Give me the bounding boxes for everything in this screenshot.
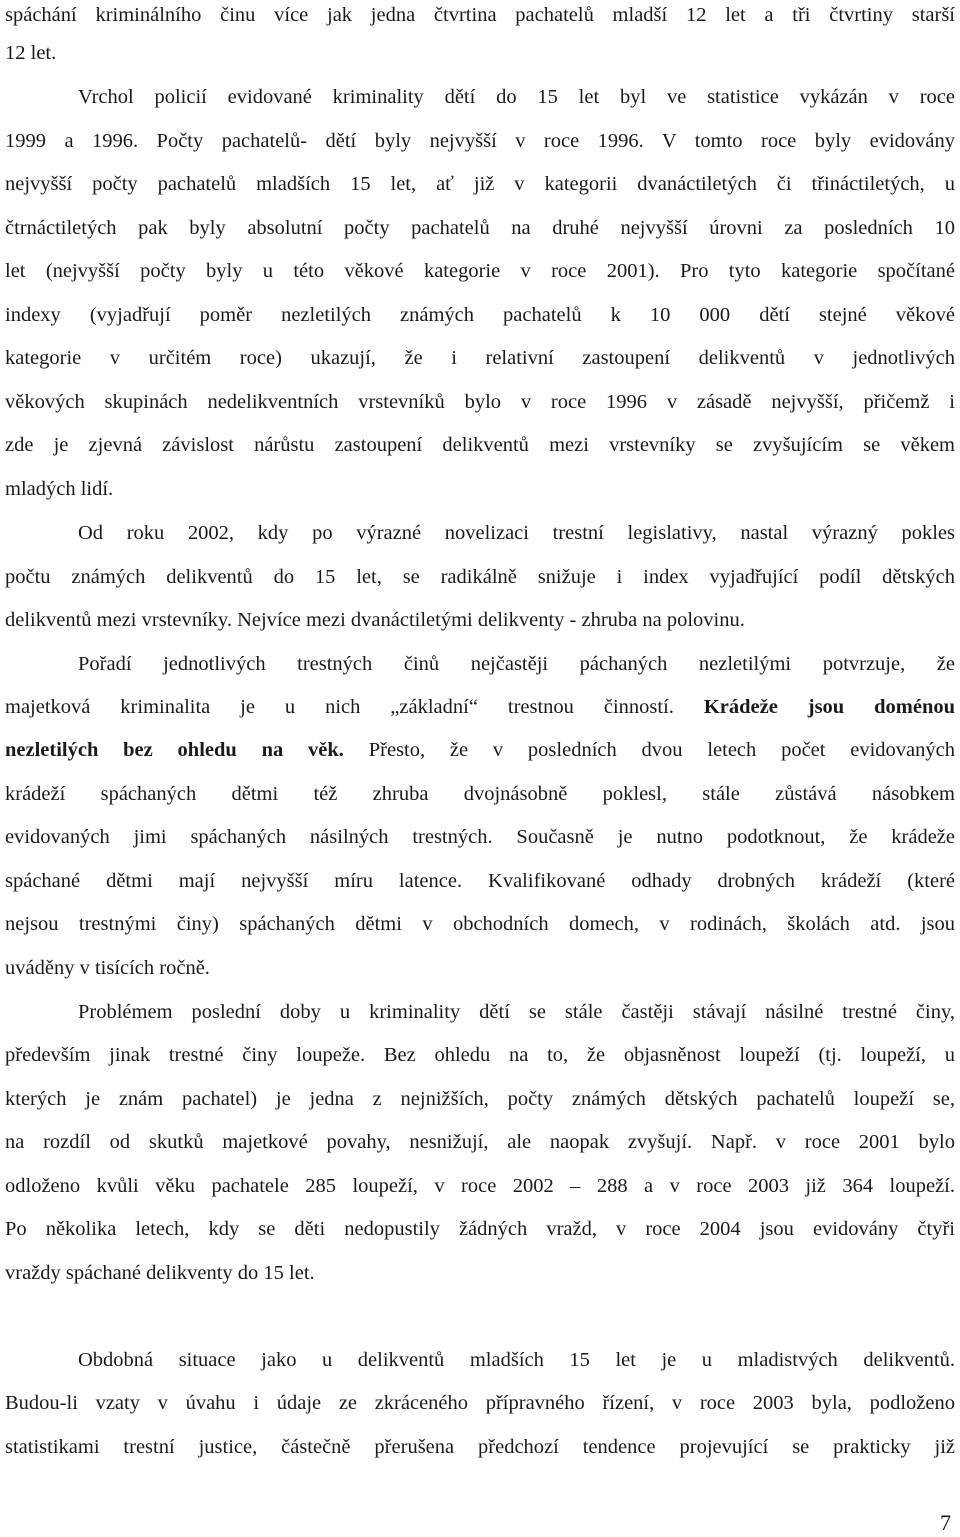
text-line: kategorie v určitém roce) ukazují, že i relativní zastoupení delikventů v jednotlivých: [5, 347, 955, 369]
text-line: Problémem poslední doby u kriminality dětí se stále častěji stávají násilné trestné činy,: [78, 1001, 955, 1023]
text-run: Přesto, že v posledních dvou letech počet evidovaných: [368, 739, 956, 761]
text-line: spáchané dětmi mají nejvyšší míru latence. Kvalifikované odhady drobných krádeží (které: [5, 870, 955, 892]
text-line: spáchání kriminálního činu více jak jedna čtvrtina pachatelů mladší 12 let a tři čtvrtiny starší: [5, 4, 955, 26]
text-line: na rozdíl od skutků majetkové povahy, nesnižují, ale naopak zvyšují. Např. v roce 2001 bylo: [5, 1131, 955, 1153]
text-line: věkových skupinách nedelikventních vrstevníků bylo v roce 1996 v zásadě nejvyšší, přičemž i: [5, 391, 955, 413]
text-line: Obdobná situace jako u delikventů mladších 15 let je u mladistvých delikventů.: [78, 1349, 955, 1371]
text-line: Vrchol policií evidované kriminality dětí do 15 let byl ve statistice vykázán v roce: [78, 86, 955, 108]
bold-emphasis: nezletilých bez ohledu na věk.: [5, 739, 344, 761]
text-line-mixed: [5, 692, 955, 722]
text-line: čtrnáctiletých pak byly absolutní počty pachatelů na druhé nejvyšší úrovni za posledních 10: [5, 217, 955, 239]
text-line: Po několika letech, kdy se děti nedopustily žádných vražd, v roce 2004 jsou evidovány čtyři: [5, 1218, 955, 1240]
text-line: Pořadí jednotlivých trestných činů nejčastěji páchaných nezletilými potvrzuje, že: [78, 653, 955, 675]
text-line: krádeží spáchaných dětmi též zhruba dvojnásobně poklesl, stále zůstává násobkem: [5, 783, 955, 805]
text-line: uváděny v tisících ročně.: [5, 957, 210, 979]
text-line: především jinak trestné činy loupeže. Bez ohledu na to, že objasněnost loupeží (tj. loupeží, u: [5, 1044, 955, 1066]
text-line: počtu známých delikventů do 15 let, se radikálně snižuje i index vyjadřující podíl dětských: [5, 566, 955, 588]
text-line: mladých lidí.: [5, 478, 114, 500]
text-line: Budou-li vzaty v úvahu i údaje ze zkráceného přípravného řízení, v roce 2003 byla, podloženo: [5, 1392, 955, 1414]
text-line: delikventů mezi vrstevníky. Nejvíce mezi dvanáctiletými delikventy - zhruba na polovinu.: [5, 609, 745, 631]
text-line: vraždy spáchané delikventy do 15 let.: [5, 1262, 315, 1284]
text-line: statistikami trestní justice, částečně přerušena předchozí tendence projevující se prakticky již: [5, 1436, 955, 1458]
text-line: kterých je znám pachatel) je jedna z nejnižších, počty známých dětských pachatelů loupeží se,: [5, 1088, 955, 1110]
text-line-mixed: [5, 735, 955, 765]
text-line: odloženo kvůli věku pachatele 285 loupeží, v roce 2002 – 288 a v roce 2003 již 364 loupeží.: [5, 1175, 955, 1197]
text-line: nejsou trestnými činy) spáchaných dětmi v obchodních domech, v rodinách, školách atd. jsou: [5, 913, 955, 935]
text-line: zde je zjevná závislost nárůstu zastoupení delikventů mezi vrstevníky se zvyšujícím se věkem: [5, 434, 955, 456]
text-line: evidovaných jimi spáchaných násilných trestných. Současně je nutno podotknout, že krádeže: [5, 826, 955, 848]
page-number: 7: [940, 1510, 951, 1535]
text-line: 1999 a 1996. Počty pachatelů- dětí byly nejvyšší v roce 1996. V tomto roce byly evidovány: [5, 130, 955, 152]
text-line: Od roku 2002, kdy po výrazné novelizaci trestní legislativy, nastal výrazný pokles: [78, 522, 955, 544]
text-line: 12 let.: [5, 42, 57, 64]
bold-emphasis: Krádeže jsou doménou: [703, 696, 956, 718]
text-line: indexy (vyjadřují poměr nezletilých známých pachatelů k 10 000 dětí stejné věkové: [5, 304, 955, 326]
text-run: majetková kriminalita je u nich „základní“ trestnou činností.: [5, 696, 674, 718]
text-line: nejvyšší počty pachatelů mladších 15 let, ať již v kategorii dvanáctiletých či třináctiletých, u: [5, 173, 955, 195]
text-line: let (nejvyšší počty byly u této věkové kategorie v roce 2001). Pro tyto kategorie spočítané: [5, 260, 955, 282]
